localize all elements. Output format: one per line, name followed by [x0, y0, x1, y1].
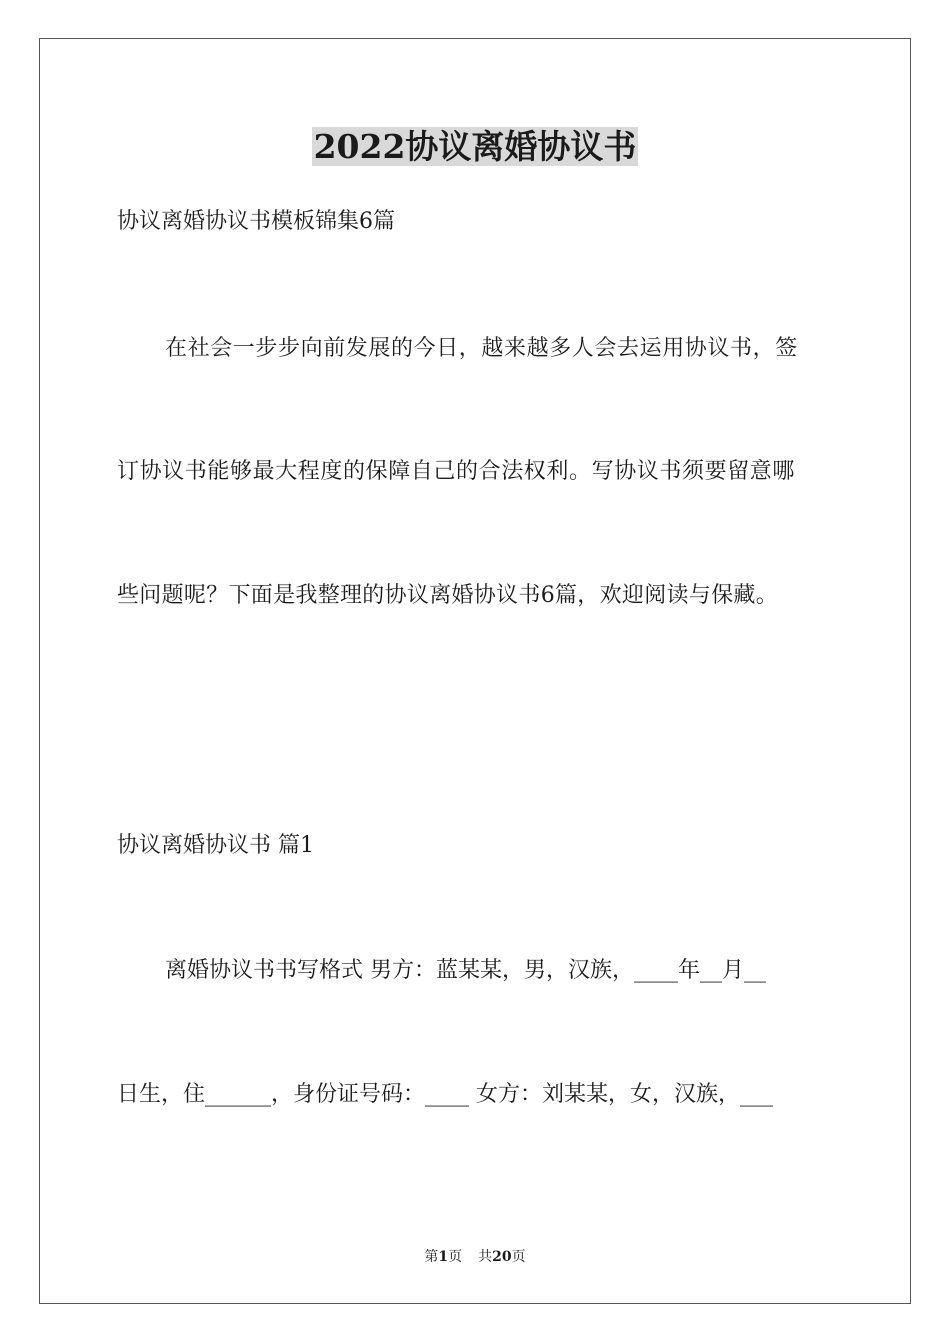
section-line-2: 日生，住______，身份证号码：____ 女方：刘某某，女，汉族，___	[117, 1082, 773, 1107]
section-heading: 协议离婚协议书 篇1	[117, 833, 314, 858]
footer-total-prefix: 共	[478, 1249, 493, 1265]
document-title-text: 2022协议离婚协议书	[313, 127, 637, 166]
intro-paragraph-line-3: 些问题呢？下面是我整理的协议离婚协议书6篇，欢迎阅读与保藏。	[117, 583, 778, 608]
footer-page-current: 1	[438, 1249, 449, 1265]
footer-page-prefix: 第	[424, 1249, 439, 1265]
footer-page-total: 20	[492, 1249, 512, 1265]
document-subtitle: 协议离婚协议书模板锦集6篇	[117, 209, 395, 234]
footer-page-suffix: 页	[448, 1249, 463, 1265]
page-footer	[0, 1247, 950, 1267]
footer-total-suffix: 页	[511, 1249, 526, 1265]
intro-paragraph-line-2: 订协议书能够最大程度的保障自己的合法权利。写协议书须要留意哪	[117, 459, 796, 484]
intro-paragraph-line-1: 在社会一步步向前发展的今日，越来越多人会去运用协议书，签	[165, 336, 798, 361]
section-line-1: 离婚协议书书写格式 男方：蓝某某，男，汉族，____年__月__	[165, 958, 766, 983]
document-title	[0, 122, 950, 172]
